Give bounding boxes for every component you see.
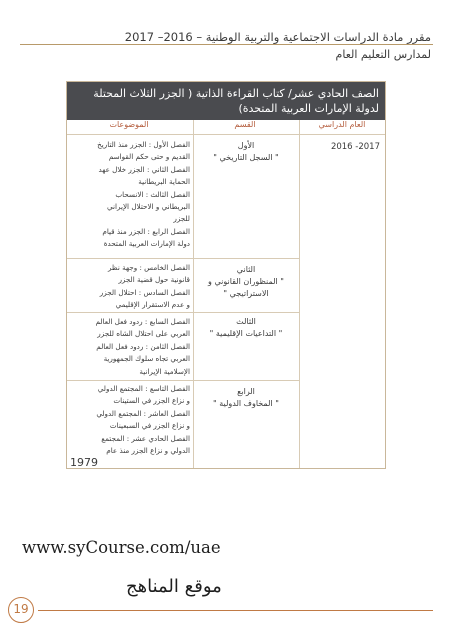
section-name: الاستراتيجي " xyxy=(223,289,269,298)
topic-line: القديم و حتى حكم القواسم xyxy=(108,152,190,162)
topic-line: و نزاع الجزر في السبعينات xyxy=(109,421,190,431)
column-header-section: القسم xyxy=(234,120,256,129)
section-name: " السجل التاريخي " xyxy=(213,153,279,162)
topics-cell xyxy=(70,316,190,378)
row-divider xyxy=(67,258,299,259)
topic-line: الحماية البريطانية xyxy=(138,177,190,187)
footer-rule xyxy=(38,610,433,611)
website-name: موقع المناهج xyxy=(126,576,222,597)
topic-line: الفصل الرابع : الجزر منذ قيام xyxy=(102,226,190,236)
header-rule xyxy=(20,44,433,45)
section-number: الرابع xyxy=(237,387,255,396)
topics-cell xyxy=(70,262,190,312)
topic-line: قانونية حول قضية الجزر xyxy=(118,275,190,285)
topic-line: و عدم الاستقرار الإقليمي xyxy=(115,300,190,310)
website-url[interactable]: www.syCourse.com/uae xyxy=(22,538,221,557)
topic-line: الفصل الحادي عشر : المجتمع xyxy=(101,433,190,443)
topic-line: 1979 xyxy=(70,456,98,470)
section-cell xyxy=(195,264,297,300)
header-title: مقرر مادة الدراسات الاجتماعية والتربية الوطنية – 2016– 2017 xyxy=(124,30,431,44)
academic-year: 2016 -2017 xyxy=(330,142,380,152)
column-header-year: العام الدراسي xyxy=(318,120,366,129)
topic-line: و نزاع الجزر في الستينات xyxy=(113,396,190,406)
section-name: " التداعيات الإقليمية " xyxy=(209,329,283,338)
topic-line: الإسلامية الإيرانية xyxy=(139,366,190,376)
section-name: " المنظوران القانوني و xyxy=(208,277,284,286)
topic-line: الفصل العاشر : المجتمع الدولي xyxy=(96,408,190,418)
section-cell xyxy=(195,386,297,410)
topic-line: الفصل التاسع : المجتمع الدولي xyxy=(97,384,190,393)
topic-line: الفصل السادس : احتلال الجزر xyxy=(99,287,190,297)
topic-line: الفصل الثاني : الجزر خلال عهد xyxy=(98,164,190,174)
column-divider xyxy=(193,120,194,468)
row-divider xyxy=(67,312,299,313)
topic-line: الفصل الأول : الجزر منذ التاريخ xyxy=(97,140,190,149)
topic-line: الفصل الثالث : الانسحاب xyxy=(115,189,190,199)
section-name: " المخاوف الدولية " xyxy=(213,399,279,408)
topic-line: الفصل الثامن : ردود فعل العالم xyxy=(96,341,190,351)
header-divider xyxy=(67,134,385,135)
column-header-topics: الموضوعات xyxy=(109,120,149,129)
section-number: الثاني xyxy=(236,265,256,274)
topic-line: الفصل الخامس : وجهة نظر xyxy=(107,263,190,272)
topic-line: الدولي و نزاع الجزر منذ عام xyxy=(106,446,190,456)
table-title: الصف الحادي عشر/ كتاب القراءة الذاتية ( الجزر الثلاث المحتلة لدولة الإمارات العربية المتحدة) xyxy=(67,82,385,120)
section-number: الأول xyxy=(237,141,255,150)
topic-line: العربي تجاه سلوك الجمهورية xyxy=(103,354,190,364)
curriculum-table xyxy=(66,81,386,469)
section-cell xyxy=(195,140,297,164)
topics-cell xyxy=(70,139,190,251)
header-subtitle: لمدارس التعليم العام xyxy=(335,48,431,61)
page-number: 19 xyxy=(8,597,34,623)
topic-line: العربي على احتلال الشاه للجزر xyxy=(97,329,190,339)
topic-line: الفصل السابع : ردود فعل العالم xyxy=(95,317,190,326)
section-cell xyxy=(195,316,297,340)
topic-line: البريطاني و الاحتلال الإيراني xyxy=(107,202,190,212)
column-divider xyxy=(299,120,300,468)
topic-line: للجزر xyxy=(173,214,190,224)
row-divider xyxy=(67,380,299,381)
section-number: الثالث xyxy=(236,317,256,326)
topic-line: دولة الإمارات العربية المتحدة xyxy=(103,239,190,249)
topics-cell xyxy=(70,383,190,470)
